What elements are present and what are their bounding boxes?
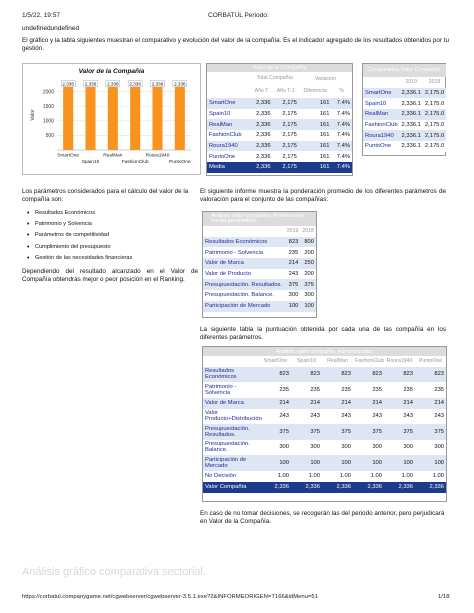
chart-bar: [108, 82, 118, 150]
chart-bar: [152, 82, 162, 150]
table4-company-header: Spain10: [296, 358, 317, 365]
row-value: 1.00: [370, 473, 382, 480]
chart-ytick-label: 1000: [42, 118, 54, 125]
table-row: [203, 367, 446, 383]
footer-note: En caso de no tomar decisiones, se recogerán las del periodo anterior, pero perjudicará en Valor de la Compañía.: [200, 510, 445, 525]
table-row: [207, 109, 352, 120]
row-value: 100: [403, 459, 413, 466]
row-value: 250: [304, 260, 314, 267]
table-row: [363, 120, 446, 131]
administrator-table: [202, 346, 447, 502]
row-value: 235: [341, 386, 351, 393]
row-value: 2,175: [282, 164, 297, 171]
table-row: [203, 440, 446, 456]
table1-col-variacion: Variación: [314, 76, 337, 82]
row-value: 2,336: [398, 484, 413, 491]
row-value: 214: [434, 400, 445, 407]
table-row: [207, 151, 352, 162]
row-label: PuntoOne: [209, 153, 236, 160]
table-row: [203, 482, 446, 493]
parameters-list: [26, 208, 196, 264]
row-label: RealMan: [365, 111, 389, 118]
row-value: 2,336: [429, 484, 445, 491]
row-label: Resultados Económicos: [205, 368, 237, 381]
row-value: 2,175: [282, 143, 297, 150]
table-row: [203, 382, 446, 398]
row-value: 375: [434, 428, 445, 435]
parameter-item: • Cumplimiento del presupuesto: [26, 242, 196, 253]
table1-subheader: Diferencia: [303, 88, 327, 95]
period-subtitle: undefinedundefined: [22, 25, 80, 32]
row-value: 7.4%: [336, 132, 350, 139]
row-value: 7.4%: [336, 111, 350, 118]
row-label: Spain10: [365, 100, 387, 107]
row-value: 2,336.1: [401, 90, 421, 97]
chart-data-label: 2,336: [107, 81, 119, 87]
chart-title: Valor de la Compañía: [78, 68, 145, 75]
chart-category-label: FashionClub: [121, 160, 149, 165]
row-value: 2,336.1: [401, 132, 421, 139]
row-label: Presupuestación. Resultados.: [205, 281, 283, 288]
row-value: 100: [279, 459, 289, 466]
row-value: 1.00: [432, 473, 445, 480]
row-value: 300: [304, 292, 314, 299]
section-watermark: Análisis gráfico comparativa sectorial.: [22, 566, 207, 578]
table1-subheader: Año T: [254, 88, 269, 95]
row-value: 7.4%: [336, 153, 350, 160]
row-label: FashionClub: [365, 122, 398, 129]
row-value: 375: [310, 428, 320, 435]
row-value: 823: [288, 239, 299, 246]
row-value: 214: [403, 400, 413, 407]
row-label: Presupuestación. Balance.: [205, 292, 274, 299]
company-value-table: [206, 63, 353, 176]
chart-category-label: RealMan: [103, 153, 123, 159]
parameter-item: • Patrimonio y Solvencia: [26, 219, 196, 230]
row-value: 235: [279, 386, 289, 393]
table-row: [203, 290, 316, 301]
table-row: [203, 455, 446, 471]
row-label: SmartOne: [209, 100, 236, 107]
table-row: [203, 424, 446, 440]
row-value: 243: [310, 413, 320, 420]
row-value: 243: [372, 413, 382, 420]
row-value: 243: [288, 271, 299, 278]
score-intro: La siguiente tabla la puntuación obtenida por cada una de las compañía en los diferentes parámetros.: [200, 326, 446, 341]
row-value: 300: [372, 444, 382, 451]
row-value: 200: [304, 249, 314, 256]
row-value: 823: [372, 371, 382, 378]
row-label: Valor Compañía: [205, 484, 247, 491]
table-row: [203, 471, 446, 482]
row-value: 300: [279, 444, 289, 451]
row-label: PuntoOne: [365, 143, 392, 150]
row-label: Spain10: [209, 111, 231, 118]
page-number: 1/18: [438, 594, 450, 600]
table1-subheader: Año T-1: [276, 88, 295, 95]
row-value: 161: [319, 164, 330, 171]
row-label: FashionClub: [209, 132, 242, 139]
chart-bar: [63, 82, 73, 150]
row-value: 100: [304, 303, 314, 310]
table3-year: 2018: [302, 228, 314, 235]
table4-company-header: Roura1940: [386, 358, 413, 365]
page-title: CORBATUL Periodo:: [208, 12, 269, 19]
row-value: 375: [288, 281, 299, 288]
row-value: 100: [341, 459, 351, 466]
chart-category-label: Roura1940: [145, 153, 170, 159]
row-value: 243: [403, 413, 413, 420]
row-value: 823: [341, 371, 351, 378]
table-row: [207, 119, 352, 130]
chart-category-label: SmartOne: [57, 153, 80, 159]
table2-title: Comparativa Valor Compañía.: [363, 64, 446, 77]
table-row: [207, 130, 352, 141]
row-value: 823: [310, 371, 320, 378]
row-label: Valor de Producto: [205, 271, 251, 278]
table-row: [363, 130, 446, 141]
row-value: 100: [372, 459, 382, 466]
row-value: 214: [279, 400, 289, 407]
row-value: 2,175.0: [424, 143, 445, 150]
row-value: 2,336: [256, 164, 271, 171]
table4-company-header: PuntoOne: [418, 358, 443, 365]
page-url: https://corbatul.companygame.net/cgwebserver/cgwebserver-3.5.1.exe?2&INFORMEORIGEN=T166&idMenu=51: [22, 594, 318, 600]
table-row: [363, 98, 446, 109]
row-value: 214: [288, 260, 299, 267]
row-value: 243: [279, 413, 289, 420]
row-value: 2,336: [256, 111, 271, 118]
row-value: 235: [403, 386, 413, 393]
row-label: Participación de Mercado: [205, 303, 271, 310]
parameter-item: • Gestión de las necesidades financieras: [26, 253, 196, 264]
row-value: 823: [403, 371, 413, 378]
intro-paragraph: El gráfico y la tabla siguientes muestran el comparativo y evolución del valor de la compañía. Es el indicador agregado de los resultados obtenidos por tu gestión.: [22, 37, 450, 52]
table-row: [203, 279, 316, 290]
table1-title: Valor de la Compañía: [207, 64, 352, 72]
row-value: 100: [288, 303, 299, 310]
table-row: [203, 301, 316, 312]
row-value: 823: [279, 371, 289, 378]
row-value: 2,336.1: [401, 143, 421, 150]
table-row: [203, 269, 316, 280]
row-value: 2,336: [305, 484, 320, 491]
table-row: [203, 409, 446, 425]
row-value: 2,175.0: [424, 100, 445, 107]
chart-ytick-label: 1500: [42, 104, 54, 111]
row-value: 375: [279, 428, 289, 435]
row-value: 161: [319, 111, 330, 118]
row-value: 2,175: [282, 100, 297, 107]
parameters-intro: Los parámetros considerados para el cálculo del valor de la compañía son:: [22, 188, 189, 203]
chart-data-label: 2,336: [174, 81, 186, 87]
row-label: Valor de Marca: [205, 400, 244, 407]
row-label: Resultados Económicos: [205, 239, 268, 246]
row-value: 2,175: [282, 132, 297, 139]
table2-year: 2018: [428, 79, 441, 86]
row-value: 7.4%: [336, 143, 350, 150]
row-value: 2,336: [256, 121, 271, 128]
row-value: 375: [341, 428, 351, 435]
row-value: 2,336: [274, 484, 289, 491]
table4-company-header: FashionClub: [355, 358, 384, 365]
row-value: 375: [304, 281, 314, 288]
row-value: 2,336.1: [401, 111, 421, 118]
row-value: 235: [310, 386, 320, 393]
row-label: Patrimonio - Solvencia: [205, 383, 237, 396]
row-value: 2,336: [256, 100, 271, 107]
row-label: RealMan: [209, 121, 233, 128]
row-label: SmartOne: [365, 90, 392, 97]
row-label: Patrimonio - Solvencia: [205, 249, 263, 256]
row-value: 235: [288, 249, 299, 256]
row-value: 1.00: [277, 473, 289, 480]
table-row: [363, 109, 446, 120]
row-value: 100: [310, 459, 320, 466]
row-value: 800: [304, 239, 314, 246]
row-value: 2,175: [282, 111, 297, 118]
print-datetime: 1/5/22, 19:57: [22, 12, 60, 19]
table-row: [363, 141, 446, 152]
weighting-table: [202, 211, 317, 318]
table3-title: Análisis valor compañía. Ponderación media parámetros.: [203, 212, 316, 226]
table4-title: Análisis valor compañía. Administrador.: [203, 347, 446, 356]
row-value: 300: [403, 444, 413, 451]
row-value: 7.4%: [336, 121, 350, 128]
row-label: Media: [209, 164, 225, 171]
row-value: 1.00: [401, 473, 413, 480]
chart-data-label: 2,336: [151, 81, 164, 87]
row-value: 161: [319, 153, 330, 160]
row-value: 2,175.0: [424, 90, 445, 97]
row-value: 2,175.0: [424, 132, 445, 139]
row-value: 2,336: [256, 143, 271, 150]
row-value: 2,175.0: [424, 122, 445, 129]
table-row: [207, 98, 352, 109]
chart-ytick-label: 500: [45, 133, 54, 140]
chart-bar: [130, 82, 140, 150]
table-row: [203, 237, 316, 248]
row-label: Valor de Marca: [205, 260, 244, 267]
row-value: 2,175: [282, 121, 297, 128]
table1-subheader: %: [339, 88, 345, 95]
company-value-chart: [22, 63, 201, 175]
row-value: 235: [372, 386, 382, 393]
row-value: 300: [434, 444, 445, 451]
table-row: [203, 258, 316, 269]
parameter-item: • Parámetros de competitividad: [26, 230, 196, 241]
row-value: 161: [319, 100, 330, 107]
row-value: 161: [319, 143, 330, 150]
row-value: 2,336.1: [401, 122, 421, 129]
row-label: Presupuestación. Balance.: [205, 441, 250, 454]
table4-company-header: SmartOne: [263, 358, 288, 365]
chart-plot: [23, 64, 200, 174]
row-value: 823: [434, 371, 445, 378]
row-value: 2,336.1: [401, 100, 421, 107]
row-value: 214: [372, 400, 382, 407]
row-label: Roura1940: [365, 132, 394, 139]
row-value: 2,336: [256, 153, 271, 160]
row-value: 2,175: [282, 153, 297, 160]
row-value: 300: [310, 444, 320, 451]
row-value: 161: [319, 132, 330, 139]
chart-data-label: 2,336: [62, 81, 74, 87]
row-value: 243: [341, 413, 351, 420]
row-value: 7.4%: [336, 164, 350, 171]
row-value: 1.00: [308, 473, 320, 480]
table1-col-total: Total Compañía: [256, 75, 293, 82]
ranking-note: Dependiendo del resultado alcanzado en el Valor de Compañía obtendrás mejor o peor posición en el Ranking.: [22, 268, 198, 283]
table-row: [203, 247, 316, 258]
row-value: 100: [434, 459, 445, 466]
chart-bar: [175, 82, 185, 150]
table3-year: 2019: [286, 228, 299, 235]
row-value: 214: [341, 400, 351, 407]
table-row: [207, 162, 352, 173]
row-value: 243: [434, 413, 445, 420]
row-value: 161: [319, 121, 330, 128]
row-value: 2,175.0: [424, 111, 445, 118]
row-value: 2,336: [367, 484, 382, 491]
row-value: 2,336: [256, 132, 271, 139]
row-value: 235: [434, 386, 445, 393]
row-value: 7.4%: [336, 100, 350, 107]
row-value: 300: [341, 444, 351, 451]
row-label: Valor Producto+Distribución: [205, 410, 262, 423]
row-label: Presupuestación. Resultados.: [205, 425, 250, 438]
chart-category-label: PuntoOne: [169, 160, 191, 165]
row-label: No Decisión: [205, 473, 237, 480]
table-row: [203, 398, 446, 409]
row-value: 300: [288, 292, 299, 299]
parameter-item: • Resultados Económicos: [26, 208, 196, 219]
chart-ylabel: Valor: [30, 109, 36, 121]
table2-year: 2019: [405, 79, 417, 86]
table-row: [207, 141, 352, 152]
row-value: 375: [372, 428, 382, 435]
row-label: Roura1940: [209, 143, 238, 150]
table-row: [363, 88, 446, 99]
row-label: Participación de Mercado: [205, 456, 247, 469]
row-value: 214: [310, 400, 320, 407]
table4-company-header: RealMan: [327, 358, 348, 365]
chart-data-label: 2,336: [129, 81, 141, 87]
row-value: 2,336: [336, 484, 351, 491]
row-value: 200: [304, 271, 314, 278]
chart-data-label: 2,336: [84, 81, 97, 87]
chart-ytick-label: 2000: [42, 89, 54, 96]
company-value-comparison-table: [362, 63, 446, 156]
chart-category-label: Spain10: [81, 160, 100, 165]
weight-intro: El siguiente informe muestra la ponderación promedio de los diferentes parámetros de valoración para el conjunto de las compañías:: [200, 188, 446, 203]
row-value: 375: [403, 428, 413, 435]
row-value: 1.00: [339, 473, 351, 480]
chart-bar: [85, 82, 95, 150]
